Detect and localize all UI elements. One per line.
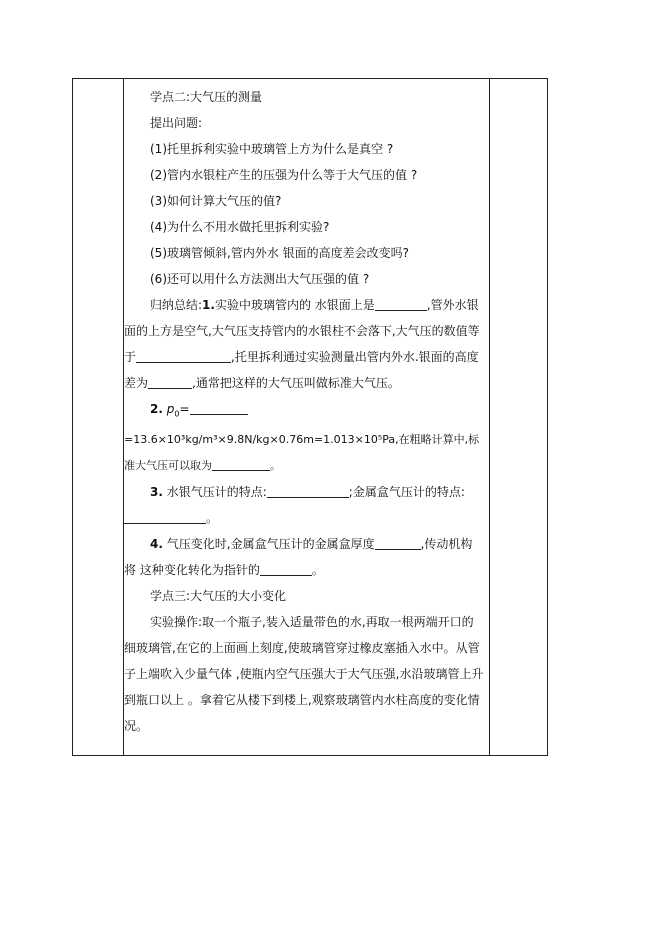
summary-text: ,传动机构将 这种变化转化为指针的 bbox=[124, 537, 473, 578]
summary-text: ,通常把这样的大气压叫做标准大气压。 bbox=[192, 376, 400, 390]
summary-item-1 bbox=[124, 292, 484, 396]
fill-blank[interactable] bbox=[124, 509, 206, 524]
fill-blank[interactable] bbox=[148, 374, 192, 389]
question-6: (6)还可以用什么方法测出大气压强的值 ? bbox=[150, 272, 370, 286]
summary-label: 归纳总结: bbox=[150, 298, 203, 312]
summary-item-3 bbox=[124, 479, 484, 531]
summary-text: ,托里拆利通过实验测量出管内外水.银面的高度差为 bbox=[124, 350, 479, 390]
fill-blank[interactable] bbox=[375, 535, 421, 550]
item-number: 1. bbox=[202, 298, 215, 312]
item-number: 4. bbox=[150, 537, 163, 552]
question-4: (4)为什么不用水做托里拆利实验? bbox=[150, 220, 330, 234]
questions-title: 提出问题: bbox=[150, 116, 203, 130]
fill-blank[interactable] bbox=[375, 296, 427, 311]
lesson-content bbox=[124, 84, 484, 739]
pressure-subscript: 0 bbox=[174, 409, 180, 419]
summary-text: 。 bbox=[206, 511, 219, 526]
calculation-text: =13.6×10³kg/m³×9.8N/kg×0.76m=1.013×10⁵Pa,在粗略计算中,标准大气压可以取为 bbox=[124, 433, 480, 473]
fill-blank[interactable] bbox=[212, 456, 270, 471]
section-heading-2: 学点二:大气压的测量 bbox=[150, 90, 263, 104]
section-heading-3: 学点三:大气压的大小变化 bbox=[150, 589, 287, 604]
fill-blank[interactable] bbox=[260, 561, 312, 576]
item-number: 3. bbox=[150, 485, 163, 500]
equals-sign: = bbox=[179, 402, 190, 416]
summary-text: 气压变化时,金属盒气压计的金属盒厚度 bbox=[166, 537, 375, 552]
summary-item-2 bbox=[124, 396, 484, 427]
pressure-calculation bbox=[124, 427, 484, 479]
question-3: (3)如何计算大气压的值? bbox=[150, 194, 282, 208]
fill-blank[interactable] bbox=[136, 348, 231, 363]
pressure-symbol: p bbox=[166, 402, 175, 416]
summary-text: ,管外水银面的上方是空气,大气压支持管内的水银柱不会落下,大气压的数值等于 bbox=[124, 298, 480, 364]
period: 。 bbox=[270, 459, 281, 473]
summary-text: ;金属盒气压计的特点: bbox=[348, 485, 465, 500]
question-2: (2)管内水银柱产生的压强为什么等于大气压的值 ? bbox=[150, 168, 418, 182]
summary-text: 水银气压计的特点: bbox=[166, 485, 267, 500]
summary-text: 。 bbox=[311, 563, 324, 578]
summary-text: 实验中玻璃管内的 水银面上是 bbox=[214, 298, 375, 312]
column-divider-right bbox=[489, 79, 490, 755]
question-5: (5)玻璃管倾斜,管内外水 银面的高度差会改变吗? bbox=[150, 246, 409, 260]
summary-item-4 bbox=[124, 531, 484, 583]
experiment-paragraph: 实验操作:取一个瓶子,装入适量带色的水,再取一根两端开口的细玻璃管,在它的上面画上刻度,使玻璃管穿过橡皮塞插入水中。从管子上端吹入少量气体 ,使瓶内空气压强大于大气压强,水沿玻璃管上升到瓶口以上 。拿着它从楼下到楼上,观察玻璃管内水柱高度的变化情况。 bbox=[124, 615, 484, 734]
fill-blank[interactable] bbox=[190, 400, 248, 415]
question-1: (1)托里拆利实验中玻璃管上方为什么是真空 ? bbox=[150, 142, 394, 156]
item-number: 2. bbox=[150, 402, 163, 416]
fill-blank[interactable] bbox=[267, 483, 349, 498]
